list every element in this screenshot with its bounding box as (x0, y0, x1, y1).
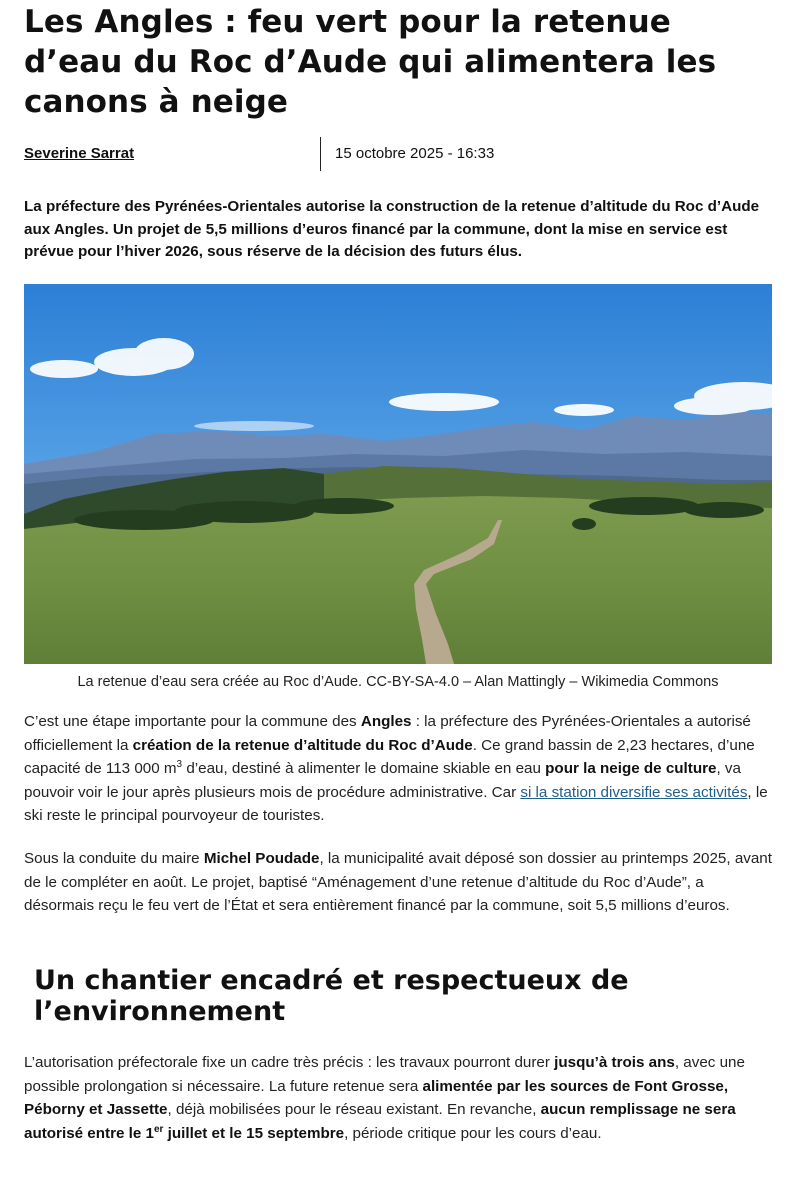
meta-divider (320, 137, 321, 171)
p1-bold: Angles (360, 713, 412, 730)
p3-bold: jusqu’à trois ans (554, 1054, 675, 1071)
paragraph-1 (24, 710, 772, 828)
p2-bold: Michel Poudade (203, 850, 320, 867)
article-meta (24, 137, 772, 171)
article-lead: La préfecture des Pyrénées-Orientales autorise la construction de la retenue d’altitude du Roc d’Aude aux Angles. Un projet de 5,5 millions d’euros financé par la commune, dont la mise en service est prévue pour l’hiver 2026, sous réserve de la décision des futurs élus. (24, 198, 760, 260)
p1-superscript: 3 (176, 758, 183, 770)
p1-text: C’est une étape importante pour la commune des (24, 713, 361, 730)
p1-text: , va pouvoir voir le jour après plusieurs mois de procédure administrative. Car (24, 760, 741, 801)
landscape-image (24, 284, 772, 664)
author-link[interactable]: Severine Sarrat (24, 145, 135, 162)
publish-date: 15 octobre 2025 - 16:33 (335, 145, 495, 162)
p2-text: Sous la conduite du maire (24, 850, 204, 867)
article-title: Les Angles : feu vert pour la retenue d’eau du Roc d’Aude qui alimentera les canons à neige (24, 4, 717, 120)
p1-text: : la préfecture des Pyrénées-Orientales a autorisé officiellement la (24, 713, 751, 754)
p3-text: , période critique pour les cours d’eau. (344, 1124, 602, 1142)
p3-superscript: er (154, 1123, 164, 1135)
p1-text: , le ski reste le principal pourvoyeur de touristes. (24, 783, 768, 824)
p3-text: , avec une possible prolongation si nécessaire. La future retenue sera (24, 1054, 745, 1095)
paragraph-2 (24, 847, 772, 918)
p1-bold: création de la retenue d’altitude du Roc d’Aude (132, 736, 473, 754)
p3-bold-part: juillet et le 15 septembre (163, 1124, 345, 1142)
p1-text: d’eau, destiné à alimenter le domaine skiable en eau (182, 760, 546, 777)
p1-text: . Ce grand bassin de 2,23 hectares, d’une capacité de 113 000 m (24, 736, 755, 777)
p3-text: L’autorisation préfectorale fixe un cadre très précis : les travaux pourront durer (24, 1054, 555, 1071)
article-photo (24, 284, 772, 664)
paragraph-3 (24, 1051, 772, 1145)
p1-bold: pour la neige de culture (545, 760, 717, 777)
activities-link[interactable]: si la station diversifie ses activités (520, 783, 748, 801)
image-caption: La retenue d’eau sera créée au Roc d’Aude. CC-BY-SA-4.0 – Alan Mattingly – Wikimedia Commons (77, 674, 719, 690)
p2-text: , la municipalité avait déposé son dossier au printemps 2025, avant de le compléter en août. Le projet, baptisé “Aménagement d’une retenue d’altitude du Roc d’Aude”, a désormais reçu le feu vert de l’État et sera entièrement financé par la commune, soit 5,5 millions d’euros. (24, 850, 772, 914)
section-heading: Un chantier encadré et respectueux de l’environnement (34, 965, 629, 1027)
p3-text: , déjà mobilisées pour le réseau existant. En revanche, (167, 1101, 541, 1118)
p3-bold-part: aucun remplissage ne sera autorisé entre le 1 (24, 1101, 736, 1142)
p3-bold: alimentée par les sources de Font Grosse, Péborny et Jassette (24, 1077, 729, 1118)
